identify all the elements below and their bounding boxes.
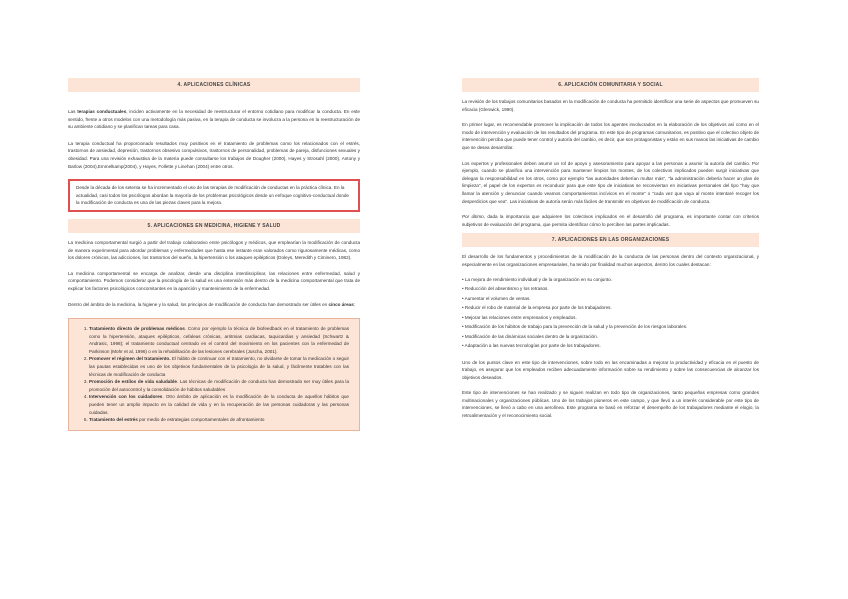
list-item [89, 393, 349, 416]
paragraph [462, 213, 759, 228]
list-item: • Reducción del absentismo y los retrasos. [462, 286, 549, 291]
section-title-clinical: 4. APLICACIONES CLÍNICAS [68, 78, 360, 92]
text: : [353, 301, 356, 307]
paragraph [68, 108, 360, 131]
text: , dada la importancia que adquieren los colectivos implicados en el desarrollo del programa, es importante contar con criterios subjetivos de evaluación del programa, que permita identificar cómo lo perciben las partes implicadas. [462, 214, 759, 227]
bold-text: terapias conductuales [77, 109, 127, 114]
list-item [89, 416, 349, 424]
paragraph: La medicina comportamental se encarga de analizar, desde una disciplina interdisciplinar, las relaciones entre enfermedad, salud y comportamiento. Podemos considerar que la psicología de la salud es una extensión más dentro de la medicina comportamental que trata de explicar los factores psicológicos concomitantes en la aparición y mantenimiento de la enfermedad. [68, 270, 360, 291]
bold-text: Tratamiento del estrés [89, 417, 138, 423]
paragraph: Este tipo de intervenciones se han realizado y se siguen realizan en todo tipo de organizaciones, tanto pequeñas empresas como grandes multinacionales y organizaciones públicas. Uno de los trabajos pioneros en este campo, y que llevó a un interés considerable por este tipo de intervenciones, se llevó a cabo en una aerolínea. Este programa se basó en reforzar el desempeño de los trabajadores mediante el elogio, la retroalimentación y el reconocimiento social. [462, 390, 759, 419]
highlight-callout: Desde la década de los setenta se ha incrementado el uso de las terapias de modificación de conductas en la práctica clínica. En la actualidad, casi todos los psicólogos abordan la mayoría de los problemas psicológicos desde un enfoque cognitivo-conductual donde la modificación de conducta es una de las piezas claves para la mejora. [68, 179, 360, 212]
text: Las [68, 109, 78, 114]
bold-text: Intervención con los cuidadores [89, 394, 163, 400]
benefits-list [462, 275, 759, 351]
bold-text: Promover el régimen del tratamiento. [89, 356, 171, 362]
list-item: • La mejora de rendimiento individual y de la organización en su conjunto. [462, 276, 612, 282]
right-column [462, 78, 759, 420]
bold-text: cinco áreas [328, 301, 354, 307]
section-title-community: 6. APLICACIÓN COMUNITARIA Y SOCIAL [462, 78, 759, 92]
list-item: • Modificación de los hábitos de trabajo para la prevención de la salud y la prevención de los riesgos laborales. [462, 324, 688, 329]
bold-text: Promoción de estilos de vida saludable [89, 379, 177, 385]
section-title-organizations: 7. APLICACIONES EN LAS ORGANIZACIONES [462, 233, 759, 247]
list-item [89, 325, 349, 355]
text: Dentro del ámbito de la medicina, la higiene y la salud, los principios de modificación de conducta han demostrado ser útiles en [68, 301, 329, 307]
areas-box [68, 318, 360, 431]
text: . Como por ejemplo la técnica de biofeedback en el tratamiento de problemas como la hipertensión, ataques epilépticos, cefaleas crónicas, arritmias cardiacas, taquicardias y ansiedad (Schwartz & Andrasic, 1998); el tratamiento conductual centrado en el control del movimiento en los pacientes con la enfermedad de Parkinson (Mohr et al, 1996) o en la rehabilitación de las lesiones cerebrales (Juscha, 2001). [89, 326, 349, 354]
paragraph: La revisión de los trabajos comunitarios basados en la modificación de conducta ha permitido identificar una serie de aspectos que promueven su eficacia (Glenwick, 1990). [462, 99, 759, 112]
list-item: • Aumentar el volumen de ventas. [462, 295, 531, 301]
text: . Las técnicas de modificación de conducta han demostrado ser muy útiles para la promoción del autocontrol y la consolidación de hábitos saludables [89, 379, 350, 392]
list-item: • Modificación de las dinámicas sociales dentro de la organización. [462, 333, 598, 339]
list-item: • Reducir el robo de material de la empresa por parte de los trabajadores. [462, 305, 612, 310]
paragraph: La terapia conductual ha proporcionado resultados muy positivos en el tratamiento de problemas como los relacionados con el estrés, trastornos de ansiedad, depresión, trastornos obsesivo compulsivos, trastornos de personalidad, problemas de pareja, disfunciones sexuales y obesidad. Para una revisión exhaustiva de la materia puede consultarse los trabajos de Dougher (2000), Hayes y Strosahl (2000), Antony y Barlow (2004),Emmelkamp(2004), y Hayes, Follette y Linehan (2004) entre otros. [68, 140, 360, 169]
bold-text: Tratamiento directo de problemas médicos [89, 326, 185, 332]
paragraph: En primer lugar, es recomendable promover la implicación de todos los agentes involucrados en la elaboración de los objetivos así como en el modo de intervención y evaluación de los resultados del programa. En este tipo de programas comunitarios, es positivo que el colectivo objeto de intervención perciba que puede tener control y autoría del cambio, es decir, que son protagonistas y están en sus manos las iniciativas de cambio que se desea desarrollar. [462, 122, 759, 150]
paragraph: El desarrollo de los fundamentos y procedimientos de la modificación de la conducta de las personas dentro del contexto organizacional, y especialmente en las organizaciones empresariales, ha tenido por finalidad muchos aspectos, dentro los cuales destacan: [462, 254, 759, 267]
paragraph: Uno de los puntos clave en este tipo de intervenciones, sobre todo en las encaminadas a mejorar la productividad y eficacia en el puesto de trabajo, es asegurar que los empleados reciben adecuadamente información sobre su rendimiento y sobre las consecuencias de alcanzar los objetivos deseados. [462, 359, 759, 380]
list-item: • Mejorar las relaciones entre empresarios y empleados. [462, 314, 577, 320]
section-title-medicine: 5. APLICACIONES EN MEDICINA, HIGIENE Y SALUD [68, 219, 360, 233]
list-item [89, 378, 349, 393]
paragraph [68, 301, 360, 309]
text: por medio de estrategias comportamentales de afrontamiento [137, 417, 265, 423]
text: El hábito de continuar con el tratamiento, no olvidarse de tomar la medicación o seguir las pautas establecidas es uno de los objetivos fundamentales de la psicología de la salud, y fácilmente tratables con las técnicas de modificación de conducta [89, 356, 350, 377]
text: , inciden activamente en la necesidad de reestructurar el entorno cotidiano para modificar la conducta. En este sentido, frente a otros modelos con una metodología más pasiva, en la terapia de conducta se involucra a la persona en la reestructuración de su ambiente cotidiano y se planifican tareas para casa. [68, 109, 360, 130]
list-item: • Adaptación a las nuevas tecnologías por parte de los trabajadores. [462, 343, 601, 348]
list-item [89, 355, 349, 378]
left-column [68, 78, 360, 431]
paragraph: Los expertos y profesionales deben asumir un rol de apoyo y asesoramiento para apoyar a las personas a asumir la autoría del cambio. Por ejemplo, cuando se planifica una intervención para mantener limpios los montes, de los colectivos implicados pueden surgir iniciativas que delegan la responsabilidad en los otros, como por ejemplo "las autoridades deberían multar más", "la administración debería hacer un plan de limpieza", el papel de los expertos es reconducir para que este tipo de iniciativas se reconviertan en iniciativas personales del tipo "hay que llamar la atención y denunciar cuando veamos comportamientos incívicos en el monte" o "cada vez que vaya al monte intentaré recoger los desperdicios que vea". Las iniciativas de autoría serán más fáciles de transmitir en objetivos de modificación de conducta. [462, 160, 759, 204]
paragraph: La medicina comportamental surgió a partir del trabajo colaborativo entre psicólogos y médicos, que emplearían la modificación de conducta de manera experimental para abordar problemas y enfermedades que hasta ese instante eran valorados como rigurosamente médicas, como los dolores crónicos, las adicciones, los trastornos del sueño, la hipertensión o los ataques epilépticos (Doleys, Meredith y Ciminero, 1982). [68, 239, 360, 261]
italic-text: Por último [462, 214, 484, 220]
text: . Otro ámbito de aplicación es la modificación de la conducta de aquellos hábitos que pueden tener un amplio impacto en la calidad de vida y en la recuperación de las personas cuidadoras y las personas cuidadas. [89, 394, 349, 415]
areas-list [79, 325, 349, 424]
